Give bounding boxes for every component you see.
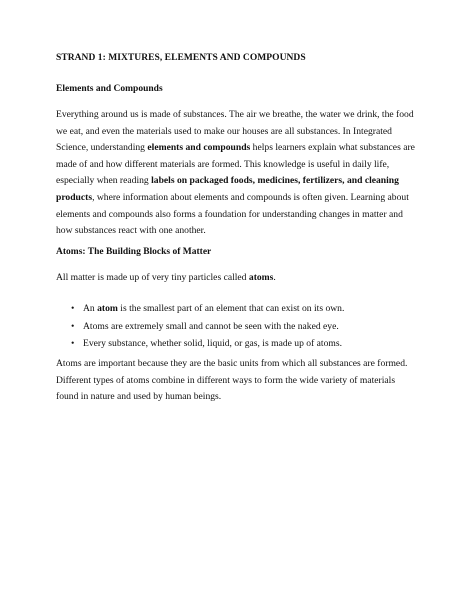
bold-term-atoms: atoms (248, 272, 274, 283)
list-item-text: is the smallest part of an element that can exist on its own. (117, 303, 345, 314)
list-item (56, 300, 418, 318)
list-item (56, 318, 418, 336)
bullet-icon: • (71, 338, 75, 349)
list-item-text: An (83, 303, 98, 314)
paragraph-text: helps learners explain what substances are made of and how different materials are formed. This knowledge is useful in daily life, especially when reading (56, 142, 415, 187)
list-item (56, 335, 418, 353)
paragraph-text: Everything around us is made of substances. The air we breathe, the water we drink, the food we eat, and even the materials used to make our houses are all substances. In Integrated Science, understanding (56, 109, 414, 154)
strand-title: STRAND 1: MIXTURES, ELEMENTS AND COMPOUNDS (56, 53, 306, 63)
section-heading-elements-compounds: Elements and Compounds (56, 84, 163, 94)
bold-term-labels: labels on packaged foods, medicines, fertilizers, and cleaning products (56, 175, 399, 203)
section-heading-atoms: Atoms: The Building Blocks of Matter (56, 247, 212, 257)
atoms-intro-paragraph (56, 270, 418, 287)
list-item-text: Every substance, whether solid, liquid, or gas, is made up of atoms. (83, 338, 342, 349)
bullet-icon: • (71, 320, 75, 332)
paragraph-text: All matter is made up of very tiny particles called (56, 272, 249, 283)
paragraph-text: , where information about elements and compounds is often given. Learning about elements and compounds also forms a foundation for understanding changes in matter and how substances react with one another. (56, 191, 409, 237)
bullet-icon: • (71, 303, 75, 314)
bold-term-elements-compounds: elements and compounds (147, 142, 251, 154)
list-item-text: Atoms are extremely small and cannot be seen with the naked eye. (83, 320, 339, 332)
elements-compounds-paragraph (56, 107, 418, 240)
paragraph-text: . (273, 272, 276, 283)
atoms-closing-paragraph: Atoms are important because they are the basic units from which all substances are formed. Different types of atoms combine in different ways to form the wide variety of materials found in nature and used by human beings. (56, 358, 408, 403)
bold-term-atom: atom (97, 303, 118, 314)
atom-facts-list (56, 300, 418, 353)
